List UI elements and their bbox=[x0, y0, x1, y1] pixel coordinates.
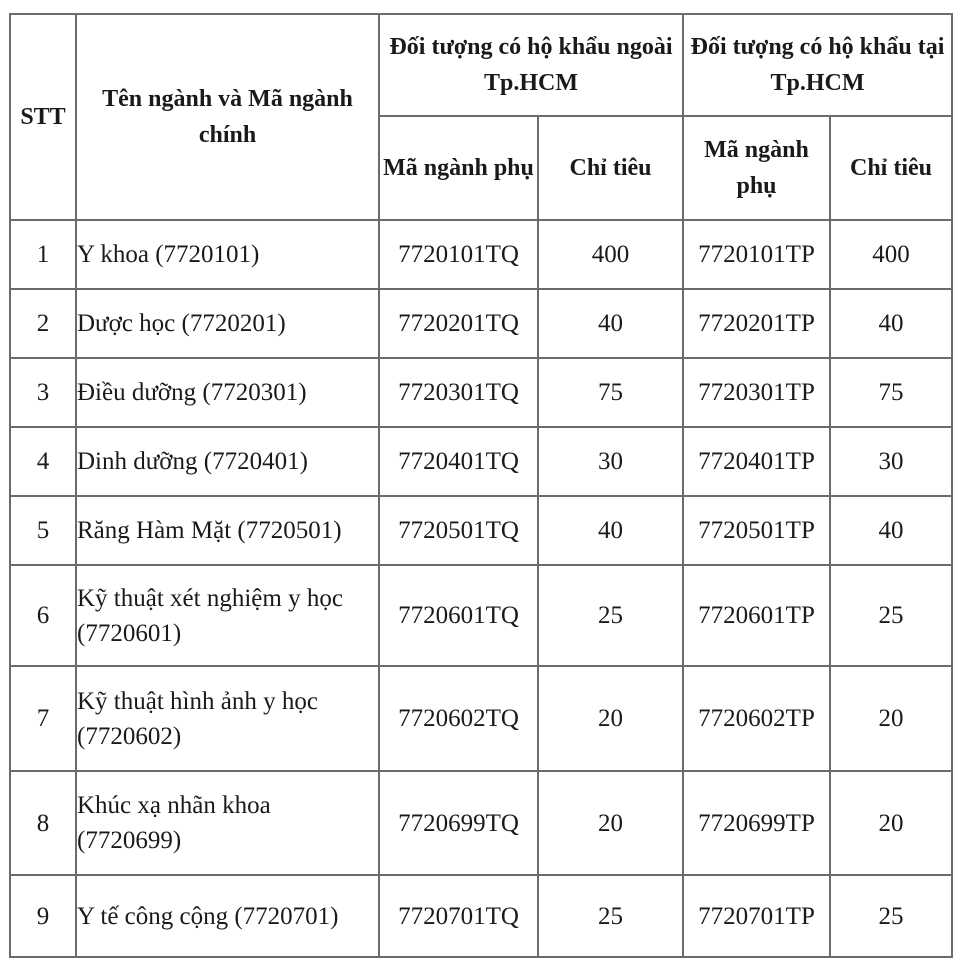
table-row bbox=[10, 875, 952, 957]
row-quota-outside: 25 bbox=[538, 875, 683, 957]
row-code-inside: 7720501TP bbox=[683, 496, 830, 565]
row-quota-inside: 400 bbox=[830, 220, 952, 289]
row-stt: 3 bbox=[10, 358, 76, 427]
row-quota-inside: 25 bbox=[830, 565, 952, 666]
row-stt: 1 bbox=[10, 220, 76, 289]
row-code-inside: 7720401TP bbox=[683, 427, 830, 496]
row-stt: 8 bbox=[10, 771, 76, 875]
table-row bbox=[10, 565, 952, 666]
row-quota-inside: 20 bbox=[830, 666, 952, 771]
row-code-outside: 7720699TQ bbox=[379, 771, 538, 875]
row-quota-outside: 20 bbox=[538, 771, 683, 875]
row-quota-inside: 40 bbox=[830, 289, 952, 358]
row-major-name: Điều dưỡng (7720301) bbox=[76, 358, 379, 427]
row-code-outside: 7720401TQ bbox=[379, 427, 538, 496]
row-stt: 6 bbox=[10, 565, 76, 666]
table-row bbox=[10, 220, 952, 289]
row-code-inside: 7720201TP bbox=[683, 289, 830, 358]
row-major-name: Kỹ thuật xét nghiệm y học (7720601) bbox=[76, 565, 379, 666]
row-major-name: Dược học (7720201) bbox=[76, 289, 379, 358]
header-quota-inside: Chỉ tiêu bbox=[830, 116, 952, 220]
header-group-inside-hcm: Đối tượng có hộ khẩu tại Tp.HCM bbox=[683, 14, 952, 116]
row-code-outside: 7720501TQ bbox=[379, 496, 538, 565]
row-quota-outside: 400 bbox=[538, 220, 683, 289]
table-row bbox=[10, 427, 952, 496]
table-row bbox=[10, 358, 952, 427]
row-code-inside: 7720101TP bbox=[683, 220, 830, 289]
row-code-inside: 7720301TP bbox=[683, 358, 830, 427]
row-quota-inside: 25 bbox=[830, 875, 952, 957]
row-major-name: Kỹ thuật hình ảnh y học (7720602) bbox=[76, 666, 379, 771]
row-stt: 7 bbox=[10, 666, 76, 771]
row-code-inside: 7720602TP bbox=[683, 666, 830, 771]
row-code-outside: 7720701TQ bbox=[379, 875, 538, 957]
table-row bbox=[10, 666, 952, 771]
row-code-outside: 7720301TQ bbox=[379, 358, 538, 427]
row-major-name: Y tế công cộng (7720701) bbox=[76, 875, 379, 957]
row-quota-outside: 75 bbox=[538, 358, 683, 427]
row-quota-outside: 30 bbox=[538, 427, 683, 496]
row-quota-outside: 25 bbox=[538, 565, 683, 666]
row-stt: 5 bbox=[10, 496, 76, 565]
row-quota-outside: 40 bbox=[538, 496, 683, 565]
row-quota-inside: 40 bbox=[830, 496, 952, 565]
row-stt: 2 bbox=[10, 289, 76, 358]
row-code-inside: 7720601TP bbox=[683, 565, 830, 666]
row-major-name: Khúc xạ nhãn khoa (7720699) bbox=[76, 771, 379, 875]
row-quota-inside: 20 bbox=[830, 771, 952, 875]
header-stt: STT bbox=[10, 14, 76, 220]
row-code-outside: 7720101TQ bbox=[379, 220, 538, 289]
row-code-outside: 7720602TQ bbox=[379, 666, 538, 771]
row-code-outside: 7720601TQ bbox=[379, 565, 538, 666]
header-group-outside-hcm: Đối tượng có hộ khẩu ngoài Tp.HCM bbox=[379, 14, 683, 116]
row-code-inside: 7720701TP bbox=[683, 875, 830, 957]
row-quota-outside: 20 bbox=[538, 666, 683, 771]
row-quota-inside: 75 bbox=[830, 358, 952, 427]
row-code-inside: 7720699TP bbox=[683, 771, 830, 875]
admission-quota-table bbox=[9, 13, 953, 958]
header-major: Tên ngành và Mã ngành chính bbox=[76, 14, 379, 220]
table-row bbox=[10, 289, 952, 358]
row-stt: 4 bbox=[10, 427, 76, 496]
header-quota-outside: Chỉ tiêu bbox=[538, 116, 683, 220]
row-major-name: Răng Hàm Mặt (7720501) bbox=[76, 496, 379, 565]
table-row bbox=[10, 771, 952, 875]
row-major-name: Y khoa (7720101) bbox=[76, 220, 379, 289]
row-code-outside: 7720201TQ bbox=[379, 289, 538, 358]
row-quota-inside: 30 bbox=[830, 427, 952, 496]
header-sub-code-inside: Mã ngành phụ bbox=[683, 116, 830, 220]
row-quota-outside: 40 bbox=[538, 289, 683, 358]
row-stt: 9 bbox=[10, 875, 76, 957]
row-major-name: Dinh dưỡng (7720401) bbox=[76, 427, 379, 496]
header-sub-code-outside: Mã ngành phụ bbox=[379, 116, 538, 220]
table-row bbox=[10, 496, 952, 565]
